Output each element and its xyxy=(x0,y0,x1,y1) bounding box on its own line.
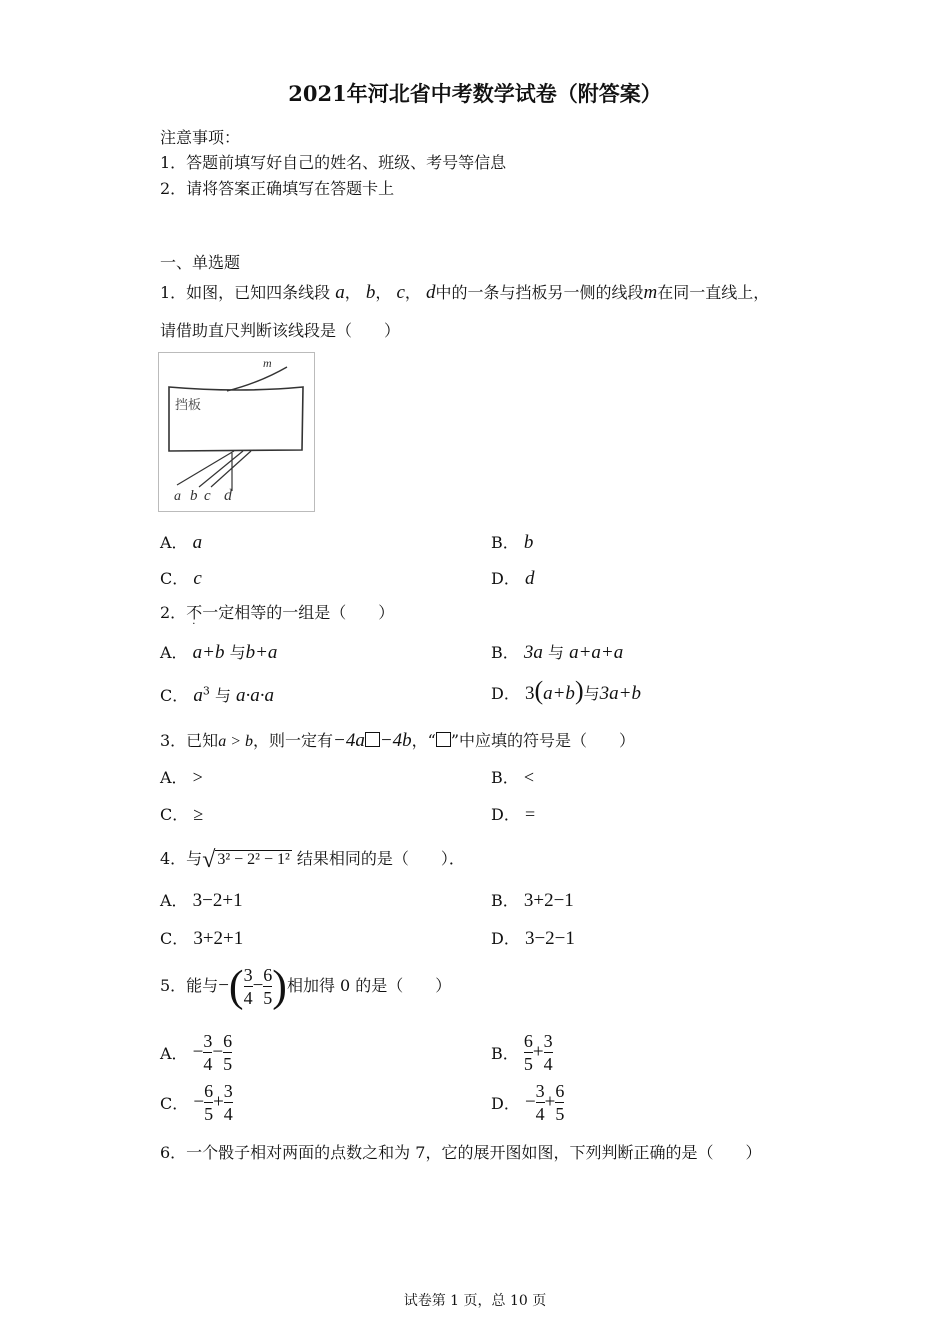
d-label: d xyxy=(224,487,232,504)
q1-suffix: 在同一直线上， xyxy=(657,283,770,302)
q4-option-c[interactable] xyxy=(160,926,243,950)
c-label: c xyxy=(204,488,211,504)
q3-option-d[interactable] xyxy=(491,802,535,825)
q2-num: 2． xyxy=(160,603,187,622)
q3-d: ”中应填的符号是（ ） xyxy=(450,731,636,750)
q5-frac-1: $\frac{3}{4}$ xyxy=(243,965,253,1008)
q5-b: 相加得 0 的是（ ） xyxy=(286,976,452,995)
blank-box-quoted xyxy=(436,732,451,747)
option-label: C． xyxy=(160,929,189,948)
option-with: 与 xyxy=(229,643,246,662)
option-label: B． xyxy=(491,533,519,552)
q2-option-d[interactable] xyxy=(491,676,641,706)
notice-heading: 注意事项： xyxy=(160,128,241,147)
q5-option-a[interactable] xyxy=(160,1030,232,1075)
q1-stem-line2: 请借助直尺判断该线段是（ ） xyxy=(160,321,401,340)
option-label: A． xyxy=(160,1044,188,1063)
q1-option-b[interactable] xyxy=(491,530,533,554)
option-value: c xyxy=(193,568,202,589)
q3-cond: a > b xyxy=(218,733,253,750)
option-label: A． xyxy=(160,891,188,910)
option-label: D． xyxy=(491,1094,520,1113)
option-value: ≥ xyxy=(193,804,204,824)
option-left: 3a xyxy=(523,642,543,663)
line-c xyxy=(211,451,251,487)
option-with: 与 xyxy=(547,643,564,662)
notice-item-2: 2．请将答案正确填写在答题卡上 xyxy=(160,179,395,198)
option-sign: − xyxy=(524,1091,536,1113)
option-value: 3+2+1 xyxy=(193,928,244,949)
option-label: A． xyxy=(160,768,188,787)
q3-c: ，“ xyxy=(411,731,436,750)
option-frac-1: $\frac{3}{4}$ xyxy=(203,1031,213,1074)
q4-b: 结果相同的是（ ）． xyxy=(296,849,465,868)
option-right: a·a·a xyxy=(236,685,275,706)
option-label: C． xyxy=(160,1094,189,1113)
option-op: + xyxy=(532,1041,544,1063)
q1-option-a[interactable] xyxy=(160,530,202,554)
option-value: a xyxy=(192,532,203,553)
q3-stem xyxy=(160,728,635,752)
q5-stem xyxy=(160,961,452,1011)
q1-figure xyxy=(158,352,315,512)
option-label: B． xyxy=(491,643,519,662)
option-sign: − xyxy=(193,1091,205,1113)
option-op: − xyxy=(212,1041,224,1063)
option-label: A． xyxy=(160,643,188,662)
q3-expr-right: −4b xyxy=(379,730,412,751)
option-value: d xyxy=(524,568,535,589)
option-with: 与 xyxy=(583,684,600,703)
option-frac-1: $\frac{6}{5}$ xyxy=(204,1081,214,1124)
option-value: 3+2−1 xyxy=(523,890,574,911)
q1-option-d[interactable] xyxy=(491,566,534,590)
option-right: b+a xyxy=(245,642,278,663)
option-exp: 3 xyxy=(202,684,210,698)
q1-var-b: b xyxy=(365,282,376,303)
option-frac-2: $\frac{3}{4}$ xyxy=(223,1081,233,1124)
option-label: D． xyxy=(491,929,520,948)
q4-a: 4．与 xyxy=(160,849,203,868)
q1-var-m: m xyxy=(643,282,658,303)
option-frac-1: $\frac{6}{5}$ xyxy=(523,1031,533,1074)
line-a xyxy=(177,451,234,485)
option-label: D． xyxy=(491,684,520,703)
m-label: m xyxy=(263,356,272,370)
line-m xyxy=(227,367,287,391)
page-footer: 试卷第 1 页，总 10 页 xyxy=(403,1293,547,1309)
b-label: b xyxy=(190,488,198,504)
q4-option-a[interactable] xyxy=(160,888,243,912)
option-right: a+a+a xyxy=(569,642,624,663)
q5-minus: − xyxy=(252,975,264,996)
q3-b: ，则一定有 xyxy=(252,731,333,750)
option-value: b xyxy=(523,532,534,553)
q1-figure-svg xyxy=(159,353,314,511)
option-value: = xyxy=(524,804,536,824)
q5-a: 5．能与 xyxy=(160,976,219,995)
q2-emph: 不 · xyxy=(186,603,203,630)
q4-option-b[interactable] xyxy=(491,888,574,912)
option-value: 3−2−1 xyxy=(524,928,575,949)
blank-box xyxy=(365,732,380,747)
sqrt-sign: √ xyxy=(202,847,216,873)
q3-a: 3．已知 xyxy=(160,731,219,750)
q1-option-c[interactable] xyxy=(160,566,202,590)
q3-option-b[interactable] xyxy=(491,765,534,788)
q6-stem: 6．一个骰子相对两面的点数之和为 7，它的展开图如图，下列判断正确的是（ ） xyxy=(160,1143,762,1162)
board-shape xyxy=(169,387,303,451)
page-title: 2021年河北省中考数学试卷（附答案） xyxy=(288,81,662,106)
option-with: 与 xyxy=(214,686,231,705)
paren-close: ) xyxy=(574,676,584,705)
option-label: B． xyxy=(491,1044,519,1063)
option-inner: a+b xyxy=(543,683,575,704)
line-b xyxy=(199,451,243,487)
q1-mid: 中的一条与挡板另一侧的线段 xyxy=(435,283,644,302)
section-heading: 一、单选题 xyxy=(160,253,241,272)
q4-option-d[interactable] xyxy=(491,926,575,950)
option-frac-2: $\frac{6}{5}$ xyxy=(555,1081,565,1124)
q1-var-d: d xyxy=(426,282,436,303)
option-label: D． xyxy=(491,569,520,588)
q5-option-b[interactable] xyxy=(491,1030,553,1075)
q3-option-a[interactable] xyxy=(160,765,203,788)
a-label: a xyxy=(174,489,181,504)
option-label: B． xyxy=(491,768,519,787)
option-op: + xyxy=(544,1091,556,1113)
q4-stem xyxy=(160,846,465,874)
option-op: + xyxy=(213,1091,224,1113)
option-label: D． xyxy=(491,805,520,824)
q2-option-c[interactable] xyxy=(160,683,274,707)
q2-rest: 一定相等的一组是（ ） xyxy=(202,603,395,622)
q1-prefix: 1．如图，已知四条线段 xyxy=(160,283,331,302)
option-coef: 3 xyxy=(524,683,535,704)
option-frac-1: $\frac{3}{4}$ xyxy=(535,1081,545,1124)
option-value: > xyxy=(192,767,203,787)
paren-open: ( xyxy=(228,961,244,1011)
board-label: 挡板 xyxy=(175,398,202,413)
q5-neg: − xyxy=(218,975,229,996)
option-label: C． xyxy=(160,805,189,824)
q2-option-b[interactable] xyxy=(491,640,623,664)
option-value: 3−2+1 xyxy=(192,890,243,911)
option-frac-2: $\frac{6}{5}$ xyxy=(223,1031,233,1074)
option-label: C． xyxy=(160,569,189,588)
notice-item-1: 1．答题前填写好自己的姓名、班级、考号等信息 xyxy=(160,153,507,172)
option-label: A． xyxy=(160,533,188,552)
sqrt-radicand: 3² − 2² − 1² xyxy=(217,851,290,868)
q2-stem xyxy=(160,600,395,630)
option-sign: − xyxy=(192,1041,204,1063)
option-base: a xyxy=(193,685,203,706)
q3-option-c[interactable] xyxy=(160,802,203,825)
option-left: a+b xyxy=(192,642,225,663)
option-value: < xyxy=(523,767,535,787)
q5-option-c[interactable] xyxy=(160,1080,233,1125)
q1-var-a: a xyxy=(335,282,345,303)
option-right: 3a+b xyxy=(599,683,641,704)
option-label: C． xyxy=(160,686,189,705)
paren-open: ( xyxy=(534,676,544,705)
q5-option-d[interactable] xyxy=(491,1080,564,1125)
q1-var-c: c xyxy=(396,282,405,303)
q1-stem: 1．如图，已知四条线段 a， b， c， d中的一条与挡板另一侧的线段m在同一直线上， xyxy=(160,282,770,303)
paren-close: ) xyxy=(272,961,287,1011)
q3-expr-left: −4a xyxy=(333,730,365,751)
q2-option-a[interactable] xyxy=(160,640,277,664)
option-frac-2: $\frac{3}{4}$ xyxy=(543,1031,553,1074)
option-label: B． xyxy=(491,891,519,910)
q5-frac-2: $\frac{6}{5}$ xyxy=(263,965,273,1008)
